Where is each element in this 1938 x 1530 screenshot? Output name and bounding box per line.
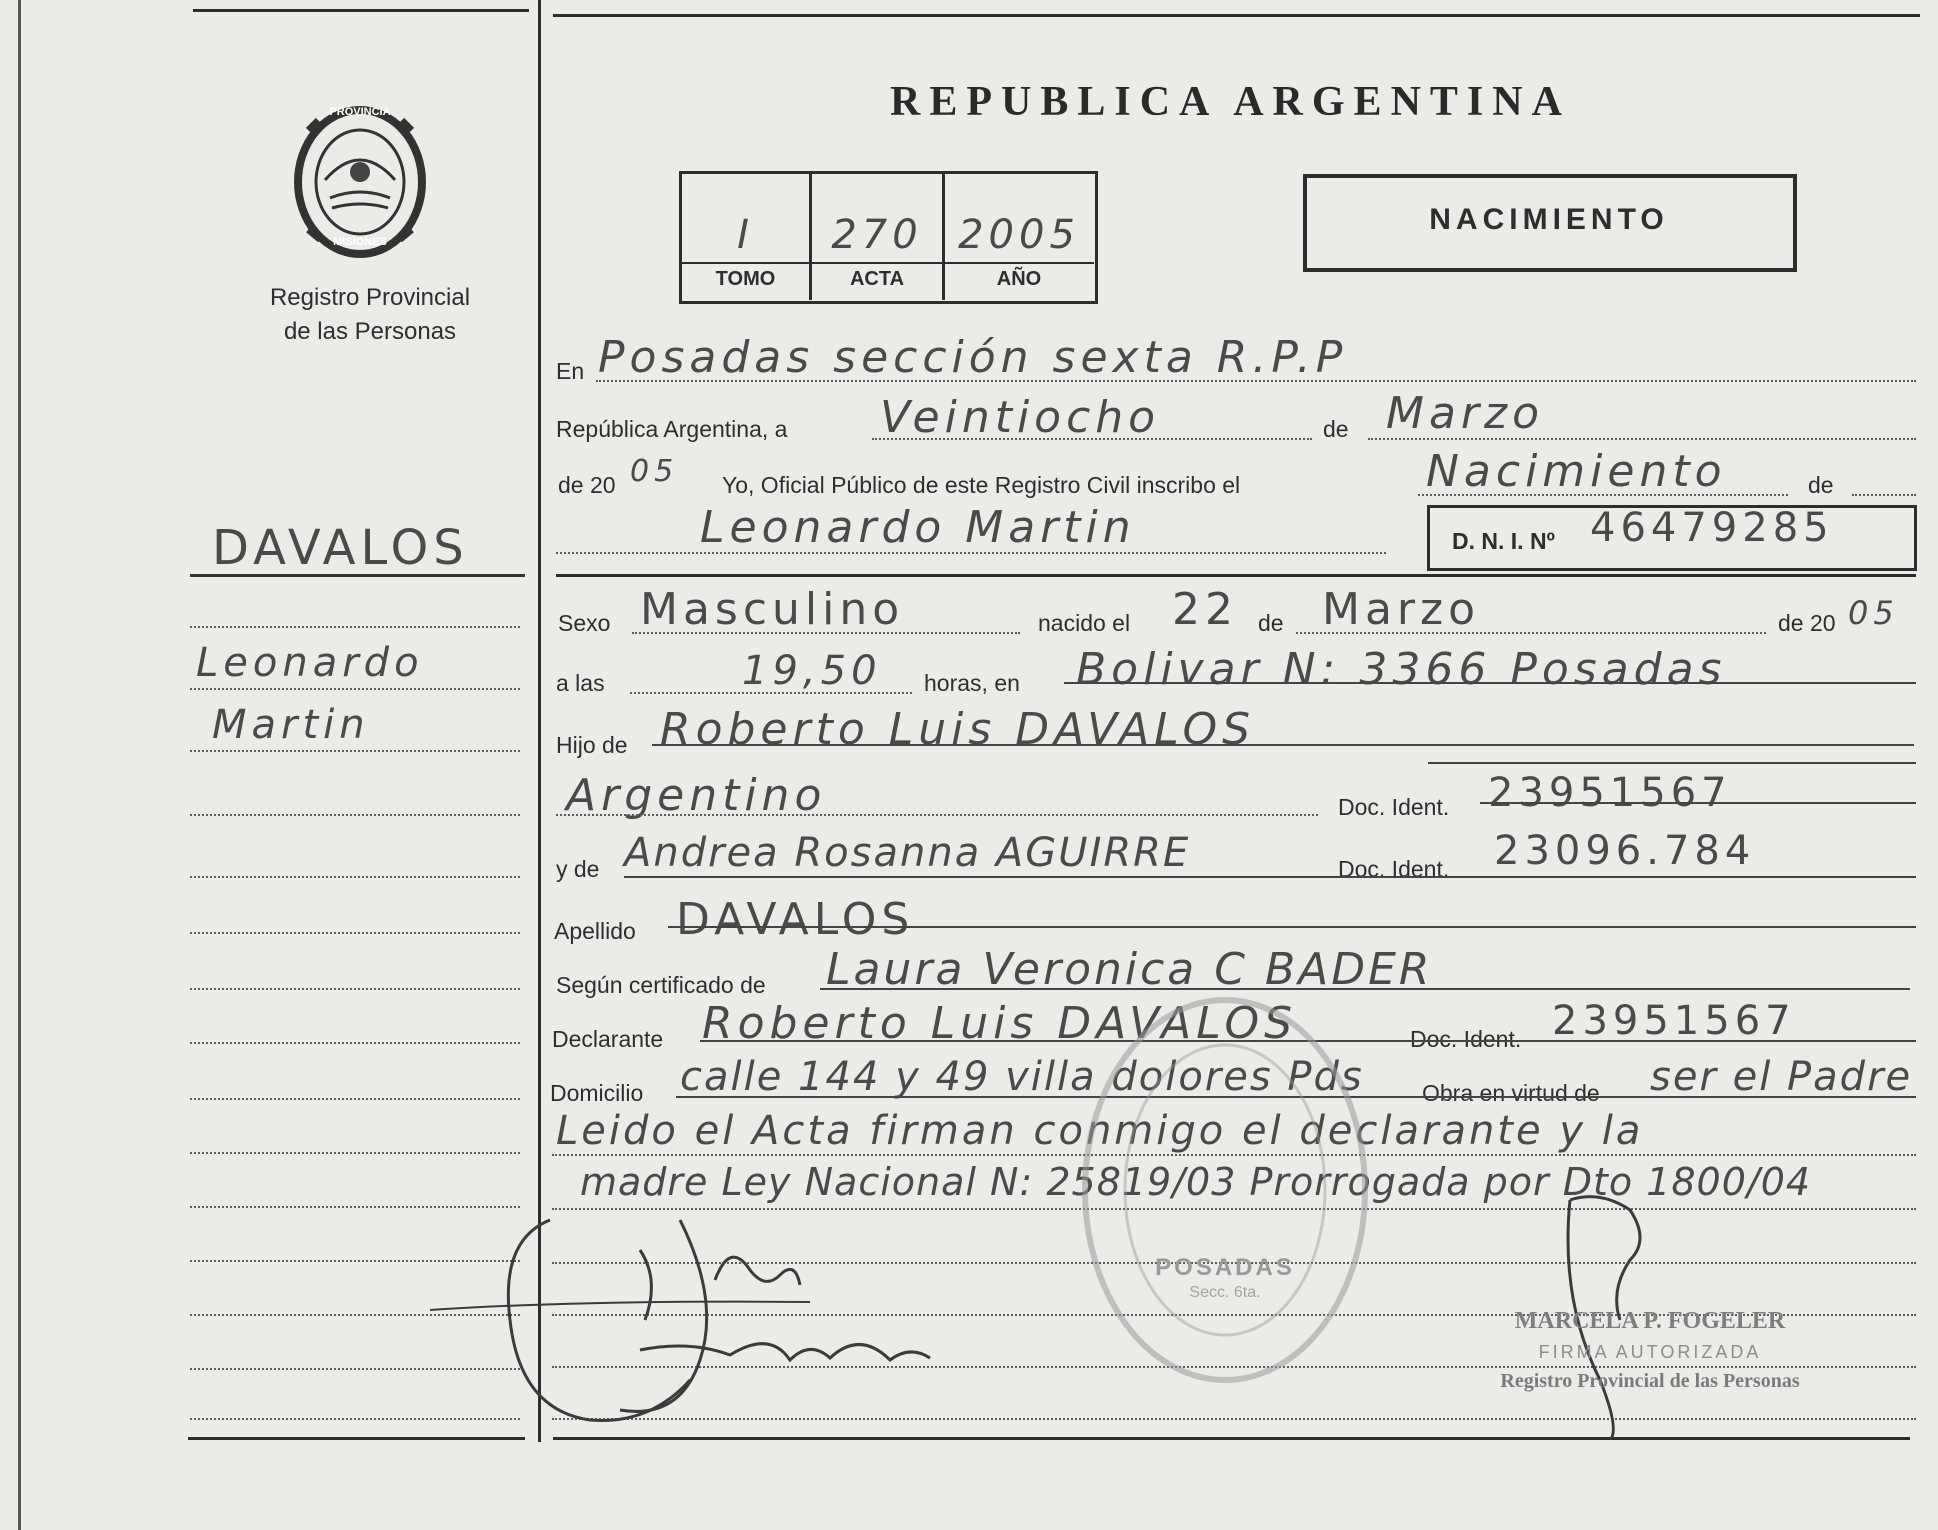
- registry-name-line2: de las Personas: [283, 318, 457, 345]
- margin-line-2: [190, 688, 520, 690]
- label-dni: D. N. I. Nº: [1452, 528, 1555, 554]
- ano-value: 2005: [958, 212, 1080, 258]
- entry-father-nationality: Argentino: [566, 770, 827, 821]
- ref-label-rule: [679, 262, 1094, 264]
- entry-act-type: Nacimiento: [1426, 446, 1727, 497]
- label-apellido: Apellido: [554, 918, 636, 944]
- entry-declarant: Roberto Luis DAVALOS: [702, 998, 1297, 1049]
- tomo-value: I: [737, 212, 754, 258]
- record-type: NACIMIENTO: [1429, 203, 1669, 236]
- line-child-name: [556, 552, 1386, 554]
- ano-label: AÑO: [996, 268, 1042, 290]
- margin-line-9: [190, 1098, 520, 1100]
- label-a-las: a las: [556, 670, 605, 696]
- label-declarant-doc: Doc. Ident.: [1410, 1026, 1522, 1052]
- section-rule: [556, 574, 1916, 577]
- label-de-20: de 20: [558, 472, 616, 498]
- line-birth-place: [1064, 682, 1916, 684]
- entry-month: Marzo: [1386, 388, 1545, 439]
- margin-given-name-2: Martin: [212, 702, 370, 748]
- official-title: FIRMA AUTORIZADA: [1538, 1342, 1762, 1362]
- entry-day-words: Veintiocho: [880, 392, 1161, 443]
- line-birth-month: [1296, 632, 1766, 634]
- margin-given-name-1: Leonardo: [196, 640, 424, 686]
- label-nacido-el: nacido el: [1038, 610, 1131, 636]
- entry-dni-number: 46479285: [1590, 505, 1834, 551]
- registry-stamp-icon: [1070, 980, 1380, 1400]
- margin-line-4: [190, 814, 520, 816]
- entry-certificate-by: Laura Veronica C BADER: [826, 944, 1433, 995]
- margin-line-5: [190, 876, 520, 878]
- margin-surname-rule: [190, 574, 525, 577]
- seal-bottom-text: MISIONES: [333, 236, 387, 248]
- label-declarante: Declarante: [552, 1026, 664, 1052]
- seal-top-text: PROVINCIA: [329, 106, 391, 118]
- entry-child-name: Leonardo Martin: [700, 502, 1136, 553]
- official-name: MARCELA P. FOGELER: [1514, 1308, 1786, 1334]
- entry-birth-month: Marzo: [1322, 584, 1481, 635]
- label-obra: Obra en virtud de: [1422, 1080, 1600, 1106]
- line-father: [652, 744, 1914, 746]
- line-month: [1368, 438, 1916, 440]
- label-de-birth-month: de: [1258, 610, 1284, 636]
- entry-address: calle 144 y 49 villa dolores Pds: [680, 1054, 1364, 1100]
- label-sexo: Sexo: [558, 610, 611, 636]
- label-de-20-birth: de 20: [1778, 610, 1836, 636]
- left-border: [18, 0, 21, 1530]
- entry-mother-doc: 23096.784: [1494, 828, 1756, 874]
- margin-line-3: [190, 750, 520, 752]
- official-org: Registro Provincial de las Personas: [1500, 1370, 1800, 1392]
- label-en: En: [556, 358, 585, 384]
- entry-declarant-doc: 23951567: [1552, 998, 1796, 1044]
- entry-birth-year-suffix: 05: [1848, 594, 1899, 632]
- tomo-label: TOMO: [715, 268, 776, 290]
- margin-surname: DAVALOS: [212, 520, 469, 576]
- line-surname: [668, 926, 1916, 928]
- left-top-rule: [193, 9, 529, 12]
- label-segun: Según certificado de: [556, 972, 766, 998]
- label-y-de: y de: [556, 856, 600, 882]
- right-top-rule: [553, 14, 1920, 17]
- margin-line-6: [190, 932, 520, 934]
- label-de-month: de: [1323, 416, 1349, 442]
- line-father-nationality: [556, 814, 1318, 816]
- stamp-sub: Secc. 6ta.: [1189, 1284, 1261, 1301]
- line-place: [596, 380, 1916, 382]
- entry-father-doc: 23951567: [1488, 770, 1732, 816]
- entry-capacity: ser el Padre: [1650, 1054, 1913, 1100]
- label-father-doc: Doc. Ident.: [1338, 794, 1450, 820]
- entry-father: Roberto Luis DAVALOS: [660, 704, 1255, 755]
- line-father-2: [1428, 762, 1916, 764]
- country-title: REPUBLICA ARGENTINA: [890, 79, 1571, 125]
- entry-birth-place: Bolivar N: 3366 Posadas: [1076, 644, 1727, 695]
- entry-surname: DAVALOS: [676, 894, 915, 945]
- entry-mother: Andrea Rosanna AGUIRRE: [624, 830, 1191, 876]
- line-de-child: [1852, 494, 1916, 496]
- entry-place: Posadas sección sexta R.P.P: [598, 332, 1348, 383]
- acta-label: ACTA: [849, 268, 905, 290]
- label-domicilio: Domicilio: [550, 1080, 644, 1106]
- margin-line-1: [190, 626, 520, 628]
- label-yo-oficial: Yo, Oficial Público de este Registro Civil inscribo el: [722, 472, 1241, 498]
- label-mother-doc: Doc. Ident.: [1338, 856, 1450, 882]
- label-horas-en: horas, en: [924, 670, 1020, 696]
- entry-notes-2: madre Ley Nacional N: 25819/03 Prorrogada por Dto 1800/04: [580, 1160, 1812, 1204]
- declarant-signature-icon: [430, 1180, 990, 1440]
- stamp-city: POSADAS: [1155, 1254, 1295, 1281]
- line-sex: [632, 632, 1020, 634]
- margin-line-7: [190, 988, 520, 990]
- entry-birth-day: 22: [1172, 584, 1238, 635]
- margin-line-10: [190, 1152, 520, 1154]
- acta-value: 270: [831, 212, 923, 258]
- line-birth-time: [630, 692, 912, 694]
- entry-sex: Masculino: [640, 584, 905, 635]
- line-act-type: [1418, 494, 1788, 496]
- entry-year-suffix: 05: [630, 454, 679, 489]
- label-de-child: de: [1808, 472, 1834, 498]
- margin-line-8: [190, 1042, 520, 1044]
- line-mother: [624, 876, 1916, 878]
- line-day: [872, 438, 1312, 440]
- entry-birth-time: 19,50: [742, 648, 882, 694]
- label-hijo-de: Hijo de: [556, 732, 628, 758]
- line-father-doc: [1480, 802, 1916, 804]
- entry-notes-1: Leido el Acta firman conmigo el declarante y la: [556, 1108, 1644, 1154]
- registry-name-line1: Registro Provincial: [269, 284, 471, 311]
- label-republica: República Argentina, a: [556, 416, 788, 442]
